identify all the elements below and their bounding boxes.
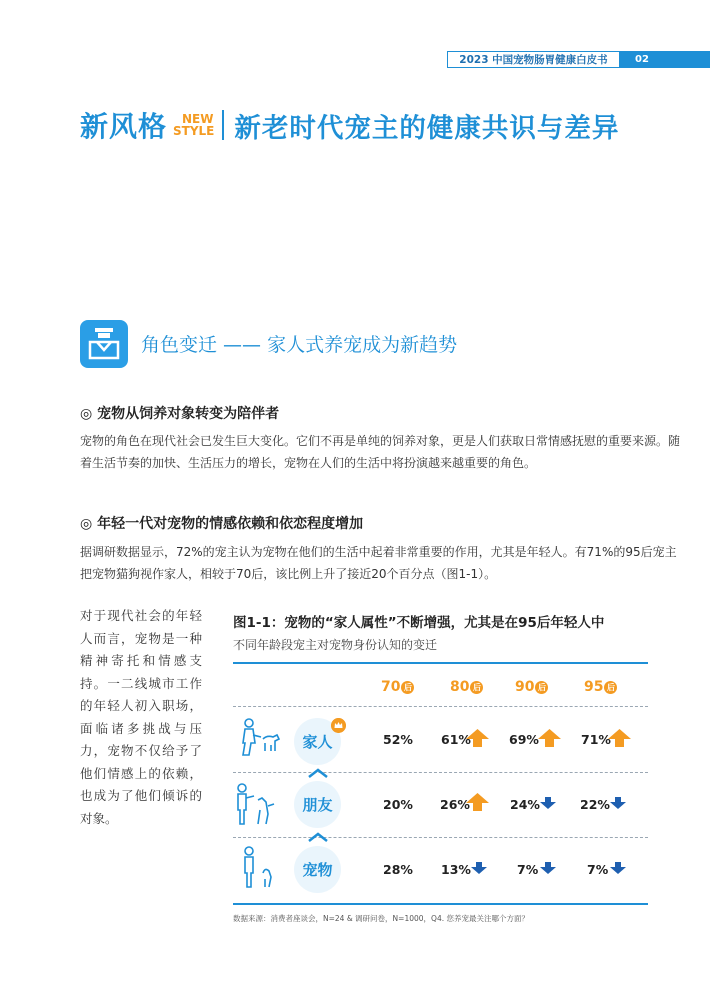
col-label: 80 xyxy=(450,679,470,695)
block-heading: ◎ 宠物从饲养对象转变为陪伴者 xyxy=(80,406,280,422)
col-header xyxy=(450,679,483,695)
row-divider xyxy=(233,706,648,707)
person-with-dog-icon xyxy=(232,780,280,828)
arrow-down-icon xyxy=(610,797,626,809)
col-header xyxy=(381,679,414,695)
title-subtitle: 新老时代宠主的健康共识与差异 xyxy=(234,112,620,144)
col-label: 70 xyxy=(381,679,401,695)
role-friend: 朋友 xyxy=(294,781,341,828)
cell-value: 7% xyxy=(517,862,539,877)
col-header xyxy=(515,679,548,695)
arrow-down-icon xyxy=(540,862,556,874)
col-header xyxy=(584,679,617,695)
role-family: 家人 xyxy=(294,718,341,765)
title-main: 新风格 xyxy=(80,110,168,143)
row-divider xyxy=(233,772,648,773)
col-suffix: 后 xyxy=(604,681,617,694)
new-style-mark xyxy=(173,113,214,137)
crown-icon xyxy=(331,718,346,733)
row-divider xyxy=(233,837,648,838)
cell-value: 20% xyxy=(383,797,413,812)
col-suffix: 后 xyxy=(401,681,414,694)
figure-bottom-rule xyxy=(233,903,648,905)
arrow-down-icon xyxy=(471,862,487,874)
cell-value: 26% xyxy=(440,797,470,812)
figure-title: 图1-1：宠物的“家人属性”不断增强，尤其是在95后年轻人中 xyxy=(233,615,605,631)
block-text: 据调研数据显示，72%的宠主认为宠物在他们的生活中起着非常重要的作用，尤其是年轻人。有71%的95后宠主把宠物猫狗视作家人，相较于70后，该比例上升了接近20个百分点（图1-1）。 xyxy=(80,545,677,581)
block-heading: ◎ 年轻一代对宠物的情感依赖和依恋程度增加 xyxy=(80,516,364,532)
arrow-up-icon xyxy=(465,792,490,812)
chevron-up-icon xyxy=(307,767,329,779)
title-divider xyxy=(222,110,224,140)
cell-value: 28% xyxy=(383,862,413,877)
page-title xyxy=(80,103,619,147)
cell-value: 22% xyxy=(580,797,610,812)
style-top: NEW xyxy=(182,112,214,126)
figure-top-rule xyxy=(233,662,648,664)
cell-value: 52% xyxy=(383,732,413,747)
sidebar-text: 对于现代社会的年轻人而言，宠物是一种精神寄托和情感支持。一二线城市工作的年轻人初入职场，面临诸多挑战与压力，宠物不仅给予了他们情感上的依赖，也成为了他们倾诉的对象。 xyxy=(80,608,202,826)
section-title: 角色变迁 —— 家人式养宠成为新趋势 xyxy=(141,334,458,356)
cell-value: 24% xyxy=(510,797,540,812)
cell-value: 69% xyxy=(509,732,539,747)
figure-subtitle: 不同年龄段宠主对宠物身份认知的变迁 xyxy=(233,638,438,652)
cell-value: 7% xyxy=(587,862,609,877)
arrow-down-icon xyxy=(610,862,626,874)
col-suffix: 后 xyxy=(470,681,483,694)
block-text: 宠物的角色在现代社会已发生巨大变化。它们不再是单纯的饲养对象，更是人们获取日常情感抚慰的重要来源。随着生活节奏的加快、生活压力的增长，宠物在人们的生活中将扮演越来越重要的角色。 xyxy=(80,434,681,470)
col-suffix: 后 xyxy=(535,681,548,694)
person-with-dog-icon xyxy=(237,843,285,891)
report-title: 2023 中国宠物肠胃健康白皮书 xyxy=(447,51,620,68)
style-bottom: STYLE xyxy=(173,124,215,138)
cell-value: 61% xyxy=(441,732,471,747)
figure-source: 数据来源：消费者座谈会，N=24 & 调研问卷，N=1000，Q4. 您养宠最关注哪个方面？ xyxy=(233,914,529,923)
chevron-up-icon xyxy=(307,831,329,843)
arrow-down-icon xyxy=(540,797,556,809)
col-label: 90 xyxy=(515,679,535,695)
arrow-up-icon xyxy=(537,728,562,748)
role-pet: 宠物 xyxy=(294,846,341,893)
cell-value: 13% xyxy=(441,862,471,877)
person-badge-icon xyxy=(80,320,128,368)
arrow-up-icon xyxy=(607,728,632,748)
person-with-dog-icon xyxy=(237,715,285,763)
page-number: 02 xyxy=(620,51,710,68)
cell-value: 71% xyxy=(581,732,611,747)
arrow-up-icon xyxy=(465,728,490,748)
col-label: 95 xyxy=(584,679,604,695)
